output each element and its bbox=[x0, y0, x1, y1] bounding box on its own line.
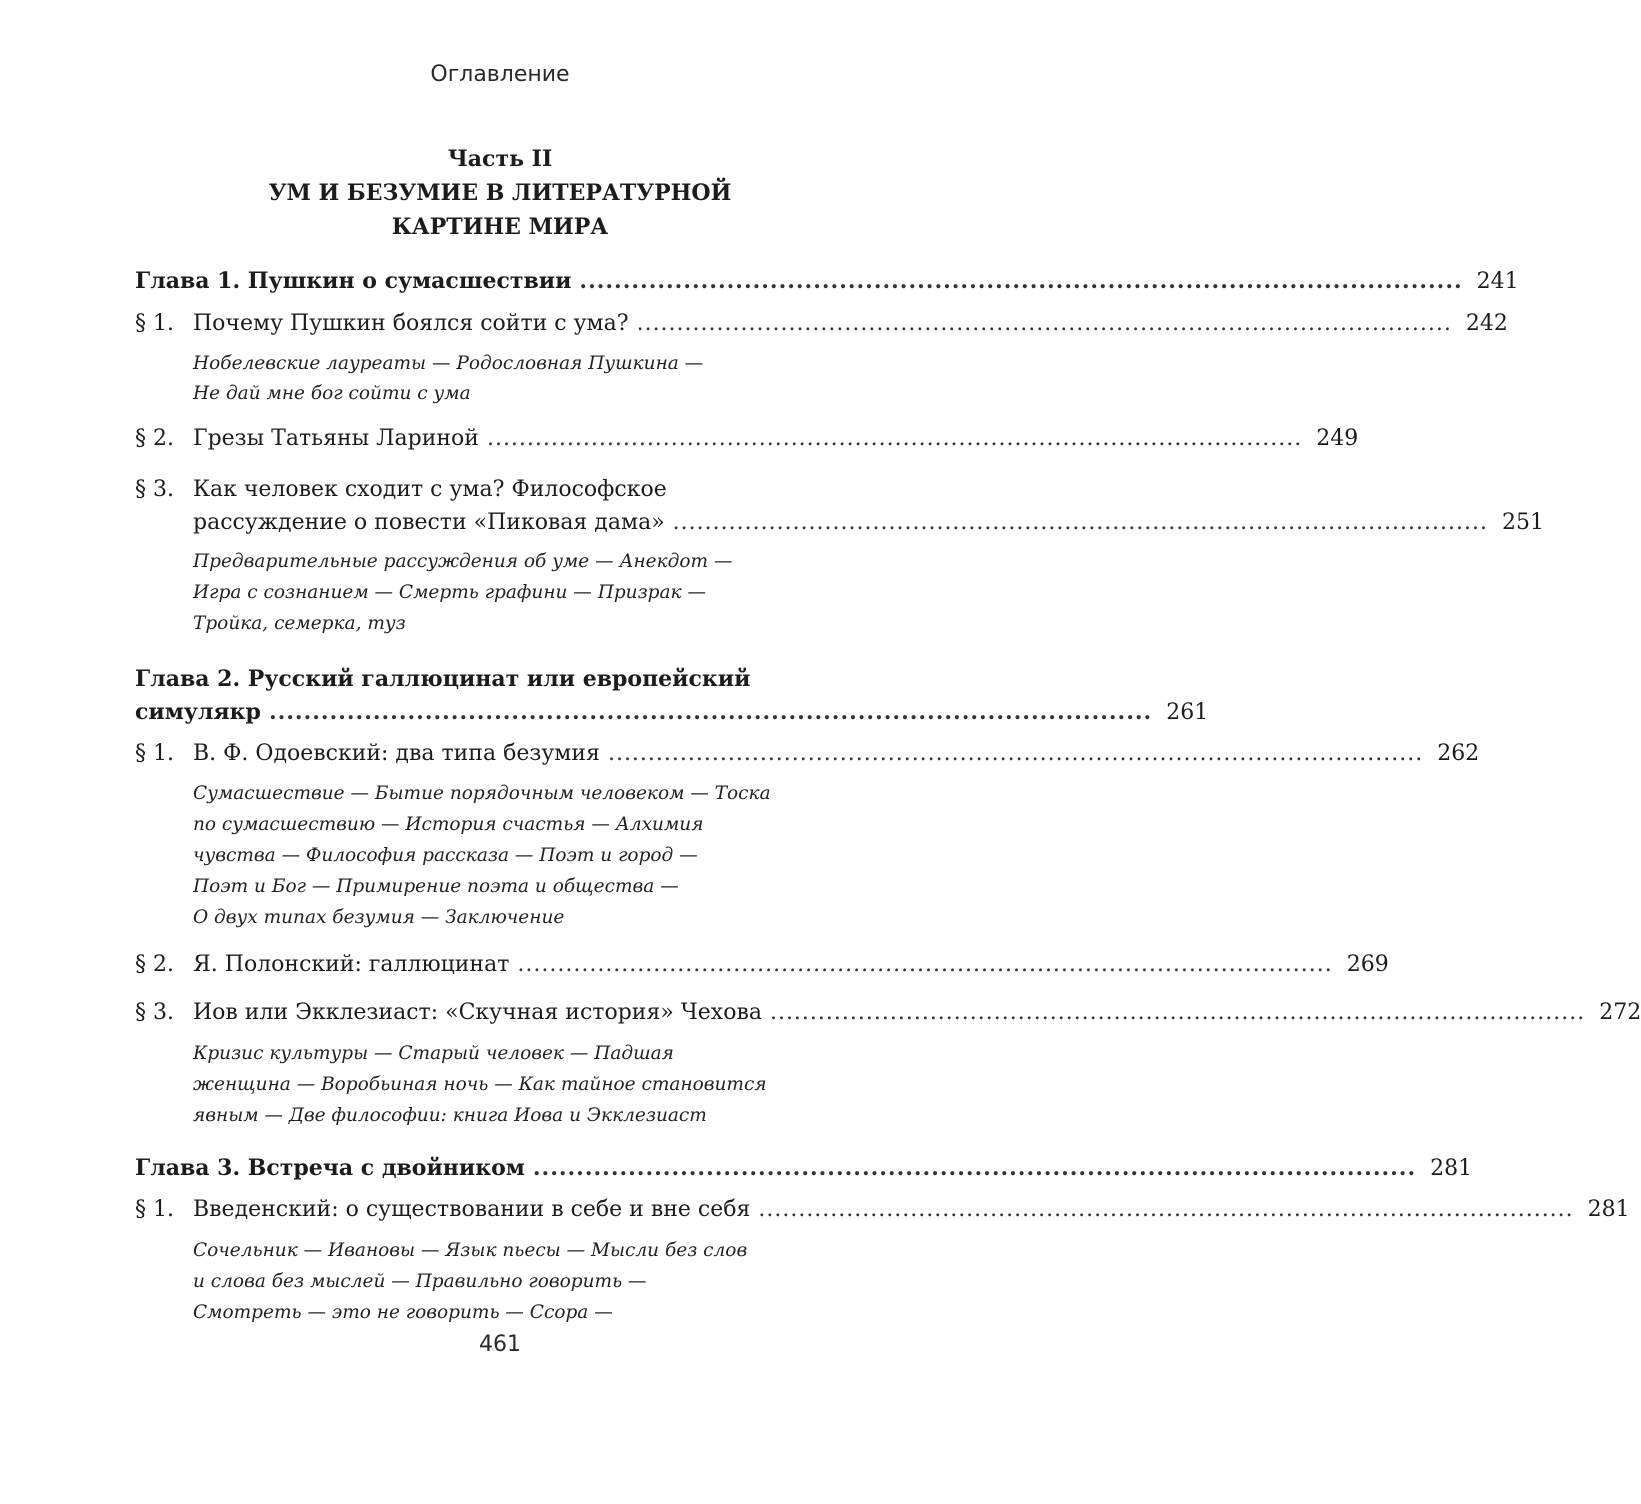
dot-leader: ...................................................................................................... bbox=[532, 1155, 1417, 1181]
dot-leader: ...................................................................................................... bbox=[758, 1197, 1574, 1222]
subtopics-line: по сумасшествию — История счастья — Алхимия bbox=[193, 814, 704, 835]
running-head: Оглавление bbox=[430, 62, 570, 87]
subtopics-line: Игра с сознанием — Смерть графини — Призрак — bbox=[193, 582, 706, 603]
section-title: В. Ф. Одоевский: два типа безумия bbox=[193, 741, 600, 766]
subtopics-line: Сочельник — Ивановы — Язык пьесы — Мысли без слов bbox=[193, 1240, 748, 1261]
subtopics-line: чувства — Философия рассказа — Поэт и город — bbox=[193, 845, 698, 866]
toc-ch1-section-3-line-1[interactable] bbox=[135, 477, 855, 502]
section-title: Как человек сходит с ума? Философское bbox=[193, 477, 667, 502]
toc-chapter-2-line-2[interactable] bbox=[135, 699, 1209, 725]
subtopics-line: Предварительные рассуждения об уме — Анекдот — bbox=[193, 551, 733, 572]
dot-leader: ...................................................................................................... bbox=[268, 699, 1153, 725]
toc-ch1-section-1[interactable] bbox=[135, 311, 1508, 336]
toc-ch3-section-1[interactable] bbox=[135, 1197, 1630, 1222]
dot-leader: ...................................................................................................... bbox=[769, 1000, 1586, 1025]
page-number: 272 bbox=[1599, 1000, 1641, 1025]
dot-leader: ...................................................................................................... bbox=[517, 952, 1333, 977]
dot-leader: ...................................................................................................... bbox=[607, 741, 1424, 766]
part-title-line-1: УМ И БЕЗУМИЕ В ЛИТЕРАТУРНОЙ bbox=[268, 180, 732, 206]
subtopics-line: Кризис культуры — Старый человек — Падшая bbox=[193, 1043, 674, 1064]
subtopics-line: Поэт и Бог — Примирение поэта и общества — bbox=[193, 876, 679, 897]
page-number: 241 bbox=[1476, 269, 1519, 294]
section-number: § 1. bbox=[135, 311, 174, 336]
page-number: 262 bbox=[1437, 741, 1480, 766]
page-number: 269 bbox=[1346, 952, 1389, 977]
page-number: 281 bbox=[1587, 1197, 1630, 1222]
section-title: Почему Пушкин боялся сойти с ума? bbox=[193, 311, 629, 336]
subtopics-line: Нобелевские лауреаты — Родословная Пушкина — bbox=[193, 353, 704, 374]
dot-leader: ...................................................................................................... bbox=[486, 426, 1303, 451]
subtopics-line: Сумасшествие — Бытие порядочным человеком — Тоска bbox=[193, 783, 771, 804]
dot-leader: ...................................................................................................... bbox=[636, 311, 1452, 336]
section-number: § 2. bbox=[135, 952, 174, 977]
chapter-title: Глава 1. Пушкин о сумасшествии bbox=[135, 268, 572, 294]
page-number: 261 bbox=[1166, 700, 1209, 725]
toc-chapter-3[interactable] bbox=[135, 1155, 1473, 1181]
part-label: Часть II bbox=[447, 146, 553, 172]
section-title: Грезы Татьяны Лариной bbox=[193, 426, 479, 451]
toc-chapter-1[interactable] bbox=[135, 268, 1519, 294]
subtopics-line: женщина — Воробьиная ночь — Как тайное становится bbox=[193, 1074, 767, 1095]
section-title: Введенский: о существовании в себе и вне себя bbox=[193, 1197, 751, 1222]
page-number: 251 bbox=[1501, 510, 1544, 535]
toc-chapter-2-line-1[interactable]: Глава 2. Русский галлюцинат или европейский bbox=[135, 666, 751, 692]
page-number: 242 bbox=[1465, 311, 1508, 336]
section-number: § 1. bbox=[135, 741, 174, 766]
subtopics-line: Тройка, семерка, туз bbox=[193, 613, 406, 634]
toc-ch1-section-2[interactable] bbox=[135, 426, 1359, 451]
section-title-continued: рассуждение о повести «Пиковая дама» bbox=[193, 510, 665, 535]
subtopics-line: явным — Две философии: книга Иова и Экклезиаст bbox=[193, 1105, 707, 1126]
toc-ch2-section-1[interactable] bbox=[135, 741, 1480, 766]
page-number: 281 bbox=[1430, 1156, 1473, 1181]
page-folio: 461 bbox=[479, 1332, 521, 1357]
subtopics-line: Не дай мне бог сойти с ума bbox=[193, 383, 471, 404]
section-title: Иов или Экклезиаст: «Скучная история» Чехова bbox=[193, 1000, 762, 1025]
toc-ch2-section-3[interactable] bbox=[135, 1000, 1641, 1025]
toc-ch1-section-3-line-2[interactable] bbox=[193, 510, 1544, 535]
chapter-title: Глава 3. Встреча с двойником bbox=[135, 1155, 525, 1181]
section-number: § 1. bbox=[135, 1197, 174, 1222]
dot-leader: ...................................................................................................... bbox=[672, 510, 1488, 535]
toc-ch2-section-2[interactable] bbox=[135, 952, 1389, 977]
section-number: § 2. bbox=[135, 426, 174, 451]
section-number: § 3. bbox=[135, 1000, 174, 1025]
part-title-line-2: КАРТИНЕ МИРА bbox=[391, 214, 609, 240]
dot-leader: ...................................................................................................... bbox=[579, 268, 1463, 294]
page-number: 249 bbox=[1316, 426, 1359, 451]
subtopics-line: О двух типах безумия — Заключение bbox=[193, 907, 565, 928]
subtopics-line: Смотреть — это не говорить — Ссора — bbox=[193, 1302, 613, 1323]
subtopics-line: и слова без мыслей — Правильно говорить — bbox=[193, 1271, 647, 1292]
chapter-title-continued: симулякр bbox=[135, 699, 261, 725]
section-number: § 3. bbox=[135, 477, 174, 502]
section-title: Я. Полонский: галлюцинат bbox=[193, 952, 510, 977]
